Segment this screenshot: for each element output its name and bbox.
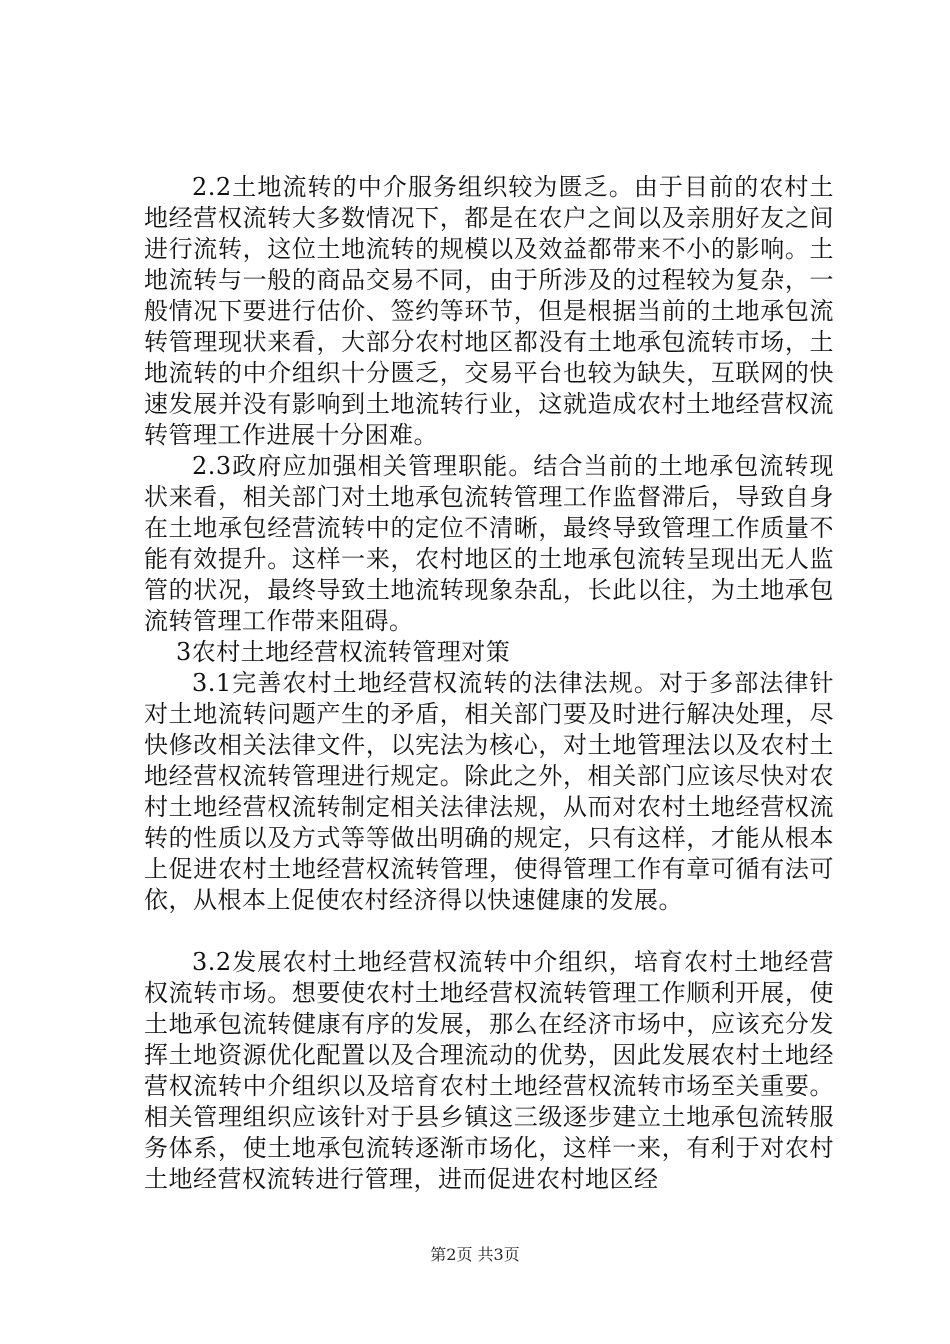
paragraph-spacer xyxy=(144,916,834,947)
page-footer: 第2页 共3页 xyxy=(430,1245,520,1264)
paragraph-2-2: 2.2土地流转的中介服务组织较为匮乏。由于目前的农村土地经营权流转大多数情况下，都是在农户之间以及亲朋好友之间进行流转，这位土地流转的规模以及效益都带来不小的影响。土地流转与一般的商品交易不同，由于所涉及的过程较为复杂，一般情况下要进行估价、签约等环节，但是根据当前的土地承包流转管理现状来看，大部分农村地区都没有土地承包流转市场，土地流转的中介组织十分匮乏，交易平台也较为缺失，互联网的快速发展并没有影响到土地流转行业，这就造成农村土地经营权流转管理工作进展十分困难。 xyxy=(144,173,834,449)
document-body xyxy=(144,172,834,1195)
section-heading-3: 3农村土地经营权流转管理对策 xyxy=(176,638,511,666)
paragraph-3-1: 3.1完善农村土地经营权流转的法律法规。对于多部法律针对土地流转问题产生的矛盾，相关部门要及时进行解决处理，尽快修改相关法律文件，以宪法为核心，对土地管理法以及农村土地经营权流转管理进行规定。除此之外，相关部门应该尽快对农村土地经营权流转制定相关法律法规，从而对农村土地经营权流转的性质以及方式等等做出明确的规定，只有这样，才能从根本上促进农村土地经营权流转管理，使得管理工作有章可循有法可依，从根本上促使农村经济得以快速健康的发展。 xyxy=(144,669,834,914)
paragraph-3-2: 3.2发展农村土地经营权流转中介组织，培育农村土地经营权流转市场。想要使农村土地经营权流转管理工作顺利开展，使土地承包流转健康有序的发展，那么在经济市场中，应该充分发挥土地资源优化配置以及合理流动的优势，因此发展农村土地经营权流转中介组织以及培育农村土地经营权流转市场至关重要。相关管理组织应该针对于县乡镇这三级逐步建立土地承包流转服务体系，使土地承包流转逐渐市场化，这样一来，有利于对农村土地经营权流转进行管理，进而促进农村地区经 xyxy=(144,948,834,1193)
paragraph-2-3: 2.3政府应加强相关管理职能。结合当前的土地承包流转现状来看，相关部门对土地承包流转管理工作监督滞后，导致自身在土地承包经营流转中的定位不清晰，最终导致管理工作质量不能有效提升。这样一来，农村地区的土地承包流转呈现出无人监管的状况，最终导致土地流转现象杂乱，长此以往，为土地承包流转管理工作带来阻碍。 xyxy=(144,452,834,635)
